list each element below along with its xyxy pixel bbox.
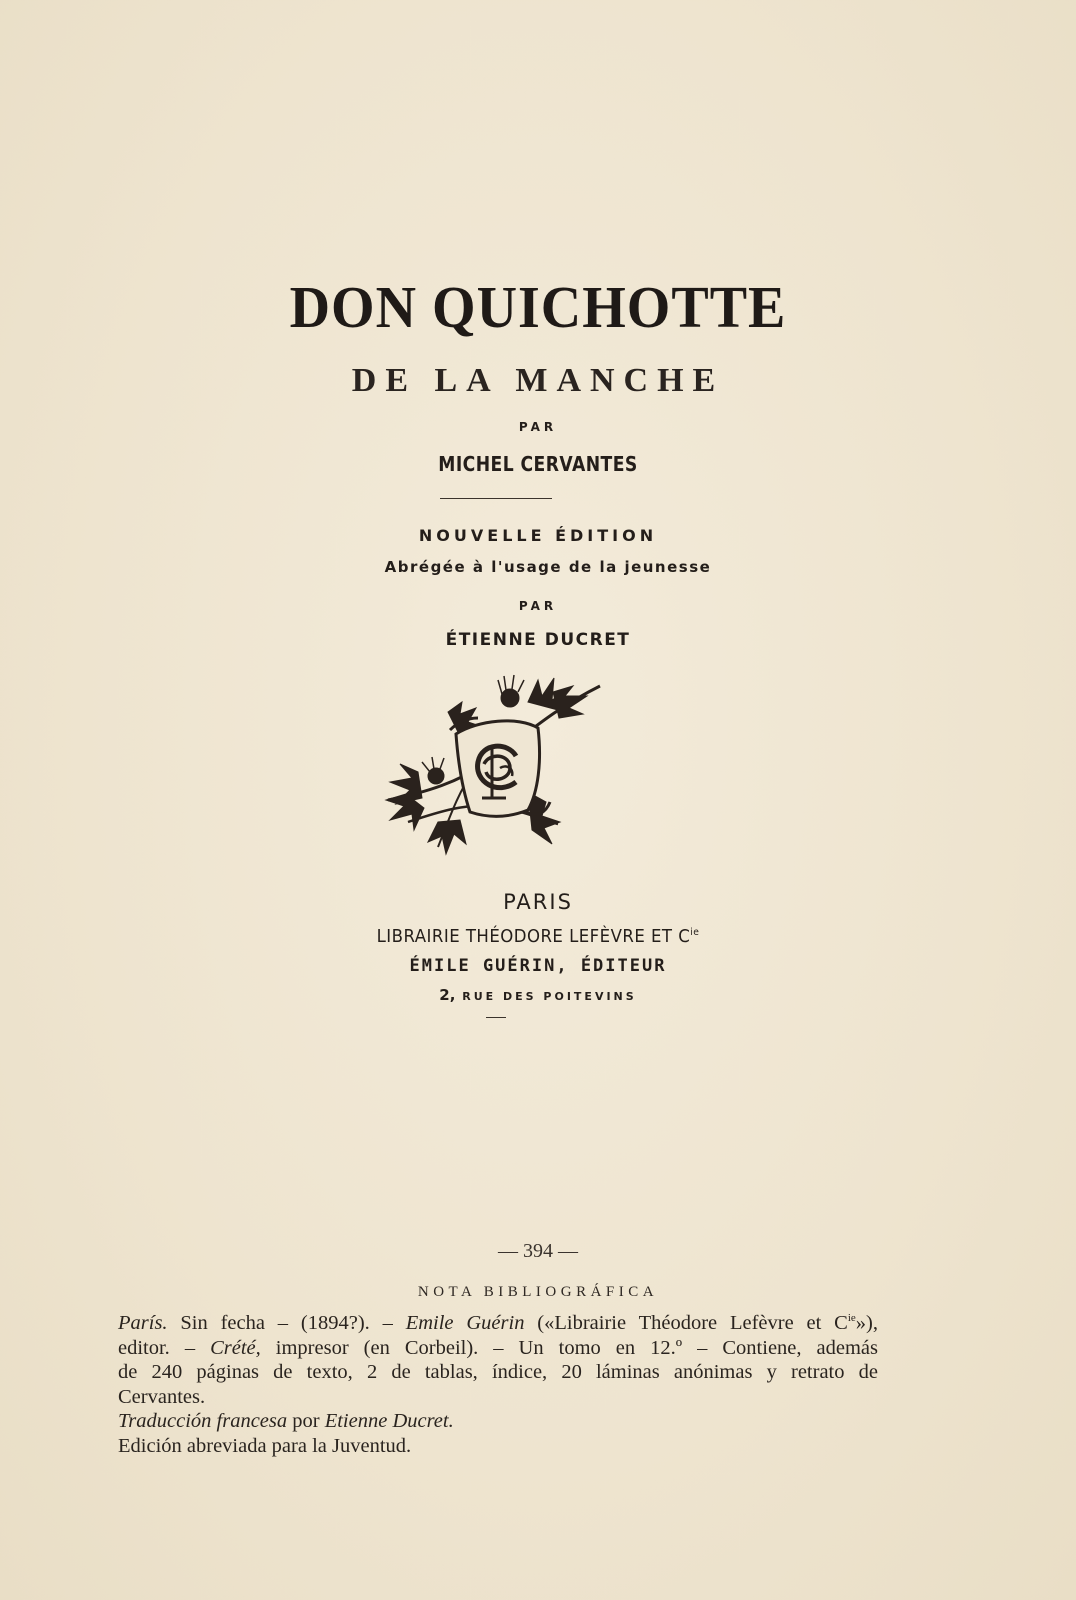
note-city: París. [118, 1312, 168, 1334]
page-number: — 394 — [498, 1240, 578, 1262]
publisher-city: PARIS [503, 890, 573, 914]
address-number: 2, [439, 986, 456, 1004]
note-editor-role: editor. – [118, 1336, 211, 1359]
book-title: DON QUICHOTTE [289, 275, 787, 341]
note-line-4: Cervantes. [118, 1385, 206, 1408]
note-line-2 [118, 1336, 878, 1361]
note-printer-details: impresor (en Corbeil). – Un tomo en 12.º – Contiene, además [260, 1336, 879, 1359]
bibliographic-note-heading: NOTA BIBLIOGRÁFICA [417, 1284, 659, 1300]
note-printer: Crété, [210, 1336, 261, 1359]
note-line-6: Edición abreviada para la Juventud. [118, 1434, 412, 1457]
divider-rule [440, 498, 552, 499]
note-publisher: («Librairie Théodore Lefèvre et C [524, 1312, 848, 1334]
publisher-editor: ÉMILE GUÉRIN, ÉDITEUR [409, 956, 667, 976]
book-subtitle: DE LA MANCHE [351, 362, 725, 399]
publisher-name-text: LIBRAIRIE THÉODORE LEFÈVRE ET C [376, 926, 691, 947]
bibliographic-note [118, 1306, 878, 1458]
author-name: MICHEL CERVANTES [438, 452, 638, 476]
note-line-1 [118, 1306, 878, 1336]
note-publisher-sup: ie [847, 1312, 856, 1324]
monogram-emblem-icon [378, 672, 618, 872]
note-line-5 [118, 1409, 878, 1434]
publisher-name-sup: ie [690, 927, 700, 938]
note-by: por [287, 1410, 325, 1432]
abridged-note: Abrégée à l'usage de la jeunesse [384, 558, 712, 576]
publisher-address [0, 986, 1076, 1004]
note-editor: Emile Guérin [405, 1312, 525, 1334]
edition-label: NOUVELLE ÉDITION [418, 526, 658, 545]
by-label-2: PAR [518, 599, 558, 613]
address-street: RUE DES POITEVINS [462, 990, 637, 1003]
note-publisher-end: »), [855, 1312, 878, 1334]
note-translator: Etienne Ducret. [324, 1410, 454, 1432]
short-rule [486, 1017, 506, 1018]
by-label: PAR [518, 420, 558, 434]
editor-name: ÉTIENNE DUCRET [445, 630, 631, 650]
publisher-name [43, 926, 1033, 947]
note-translation: Traducción francesa [118, 1410, 288, 1432]
note-line-3: de 240 páginas de texto, 2 de tablas, índice, 20 láminas anónimas y retrato de [118, 1361, 878, 1383]
note-date: Sin fecha – (1894?). – [167, 1312, 406, 1334]
